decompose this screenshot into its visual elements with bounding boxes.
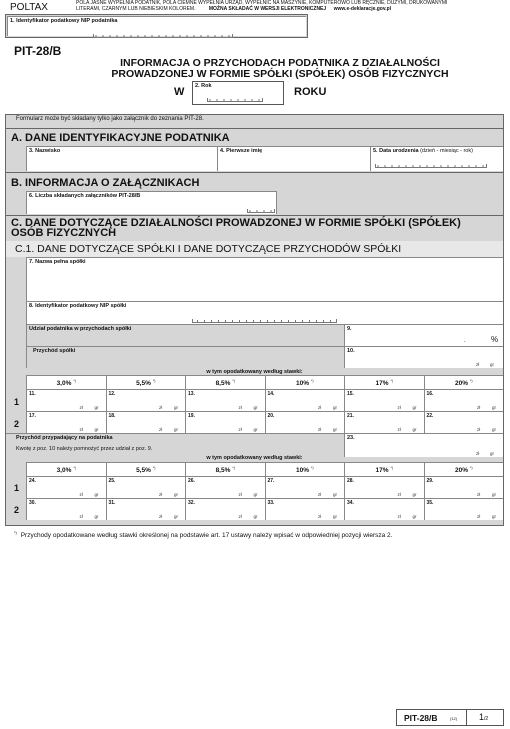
- field-number: 22.: [426, 413, 434, 419]
- gr-label: gr: [333, 405, 338, 410]
- brand-logo: POLTAX: [10, 2, 48, 13]
- footnote-mark: *): [14, 530, 17, 535]
- amount-field-row2b_nums-0[interactable]: [26, 498, 106, 520]
- zl-label: zł: [318, 405, 322, 410]
- rate-header-0: [26, 462, 106, 476]
- rate-header-2: [185, 462, 265, 476]
- field-number: 32.: [188, 500, 195, 506]
- field-number: 33.: [267, 500, 275, 506]
- w-label: W: [174, 86, 185, 98]
- rates-table-2: [26, 462, 503, 521]
- rate-headers-2: [26, 462, 503, 476]
- birthdate-label: [373, 148, 473, 154]
- gr-label: gr: [333, 514, 338, 519]
- amount-field-row2_nums-0[interactable]: [26, 411, 106, 433]
- field-number: 28.: [347, 478, 354, 484]
- section-a-title: A. DANE IDENTYFIKACYJNE PODATNIKA: [11, 132, 230, 144]
- instructions-bold: MOŻNA SKŁADAĆ W WERSJI ELEKTRONICZNEJ: [208, 5, 327, 12]
- zl-label: zł: [397, 427, 401, 432]
- revenue-gr: gr: [490, 362, 495, 367]
- zl-label: zł: [159, 514, 163, 519]
- zl-label: zł: [318, 514, 322, 519]
- amount-field-row1b_nums-3[interactable]: [265, 476, 345, 498]
- rate-note-mark: *): [232, 379, 235, 383]
- zl-label: zł: [159, 427, 163, 432]
- taxpayer-revenue-zl: zł: [476, 451, 480, 456]
- roku-label: ROKU: [294, 86, 327, 98]
- rate-header-3: [265, 462, 345, 476]
- gr-label: gr: [253, 427, 258, 432]
- field-number: 25.: [108, 478, 116, 484]
- section-b-header: [6, 172, 503, 190]
- form-title-line2: PROWADZONEJ W FORMIE SPÓŁKI (SPÓŁEK) OSÓB FIZYCZNYCH: [111, 68, 449, 80]
- field-number: 17.: [29, 413, 36, 419]
- gr-label: gr: [94, 514, 99, 519]
- instructions-line2: LITERAMI, CZARNYM LUB NIEBIESKIM KOLOREM.: [76, 5, 196, 12]
- section-b-title: B. INFORMACJA O ZAŁĄCZNIKACH: [11, 177, 200, 189]
- gr-label: gr: [412, 514, 417, 519]
- field-number: 15.: [347, 391, 354, 397]
- amount-field-row2b_nums-3[interactable]: [265, 498, 345, 520]
- rate-value: 10%: [295, 380, 309, 388]
- gr-label: gr: [174, 405, 179, 410]
- footnote-text: Przychody opodatkowane według stawki określonej na podstawie art. 17 ustawy należy wpisać w odpowiedniej pozycji wiersza 2.: [20, 532, 393, 540]
- instructions-line1: POLA JASNE WYPEŁNIA PODATNIK, POLA CIEMNE WYPEŁNIA URZĄD. WYPEŁNIĆ NA MASZYNIE, KOMPUTEROWO LUB RĘCZNIE, DUŻYMI, DRUKOWANYMI: [76, 0, 448, 6]
- field-number: 16.: [426, 391, 434, 397]
- footer-code: PIT-28/B: [404, 713, 438, 723]
- amount-field-row1b_nums-4[interactable]: [344, 476, 424, 498]
- birthdate-label-text: 5. Data urodzenia: [373, 148, 419, 154]
- field-number: 11.: [29, 391, 36, 397]
- zl-label: zł: [477, 405, 481, 410]
- rate-value: 10%: [295, 467, 309, 475]
- field-number: 35.: [426, 500, 434, 506]
- section-c-title: [11, 218, 461, 238]
- taxpayer-revenue-label: Przychód przypadający na podatnika: [16, 435, 113, 441]
- form-code: PIT-28/B: [14, 44, 62, 58]
- company-name-label: 7. Nazwa pełna spółki: [29, 259, 86, 265]
- surname-label: 3. Nazwisko: [29, 148, 61, 154]
- attachments-ticks: [247, 209, 275, 213]
- zl-label: zł: [159, 405, 163, 410]
- rate-note-mark: *): [232, 466, 235, 470]
- company-nip-field[interactable]: [26, 301, 503, 324]
- amount-field-row1b_nums-5[interactable]: [424, 476, 504, 498]
- zl-label: zł: [79, 427, 83, 432]
- row-1a-label: 1: [14, 397, 20, 407]
- field-number: 34.: [347, 500, 354, 506]
- zl-label: zł: [318, 427, 322, 432]
- amount-field-row1_nums-1[interactable]: [106, 389, 186, 411]
- amount-field-row1_nums-3[interactable]: [265, 389, 345, 411]
- company-nip-ticks: [192, 319, 337, 323]
- rate-header-5: [424, 462, 504, 476]
- revenue-label: Przychód spółki: [33, 348, 76, 354]
- amount-field-row2_nums-3[interactable]: [265, 411, 345, 433]
- amount-field-row1b_nums-0[interactable]: [26, 476, 106, 498]
- gr-label: gr: [333, 492, 338, 497]
- rate-note-mark: *): [390, 379, 394, 383]
- section-c-title-line1: C. DANE DOTYCZĄCE DZIAŁALNOŚCI PROWADZONEJ W FORMIE SPÓŁKI (SPÓŁEK): [11, 217, 461, 229]
- field-number: 19.: [188, 413, 195, 419]
- field-number: 14.: [267, 391, 275, 397]
- field-number: 21.: [347, 413, 354, 419]
- zl-label: zł: [477, 427, 481, 432]
- amount-field-row2b_nums-5[interactable]: [424, 498, 504, 520]
- amount-field-row1_nums-4[interactable]: [344, 389, 424, 411]
- share-field[interactable]: [344, 324, 503, 346]
- taxpayer-revenue-gr: gr: [490, 451, 495, 456]
- revenue-row-label: [26, 346, 344, 368]
- field-number: 12.: [108, 391, 116, 397]
- rate-value: 8,5%: [215, 380, 231, 388]
- attachments-count-label: 6. Liczba składanych załączników PIT-28/B: [29, 193, 141, 199]
- rate-note-mark: *): [73, 466, 76, 470]
- percent-sign: %: [491, 335, 499, 344]
- zl-label: zł: [397, 514, 401, 519]
- company-name-field[interactable]: [26, 257, 503, 301]
- gr-label: gr: [492, 427, 497, 432]
- rate-note-mark: *): [469, 466, 473, 470]
- birthdate-ticks: [375, 164, 487, 168]
- zl-label: zł: [159, 492, 163, 497]
- section-c-header: [6, 215, 503, 241]
- rok-field[interactable]: [192, 81, 284, 105]
- taxpayer-revenue-hint: Kwotę z poz. 10 należy pomnożyć przez udział z poz. 9.: [16, 446, 153, 452]
- instructions-url: www.e-deklaracje.gov.pl: [333, 5, 392, 12]
- footer-page-total: /2: [484, 716, 489, 722]
- amount-field-row2_nums-5[interactable]: [424, 411, 504, 433]
- amount-field-row2b_nums-2[interactable]: [185, 498, 265, 520]
- gr-label: gr: [94, 405, 99, 410]
- amount-field-row1_nums-5[interactable]: [424, 389, 504, 411]
- rok-ticks: [207, 98, 263, 102]
- first-name-field[interactable]: [218, 147, 371, 171]
- field-number: 26.: [188, 478, 195, 484]
- rate-value: 3,0%: [56, 467, 72, 475]
- section-c-title-line2: OSÓB FIZYCZNYCH: [11, 227, 117, 239]
- rate-value: 5,5%: [136, 467, 151, 475]
- rok-label: 2. Rok: [195, 83, 212, 89]
- surname-field[interactable]: [27, 147, 218, 171]
- rate-header-4: [344, 462, 424, 476]
- rate-header-1: [106, 462, 186, 476]
- zl-label: zł: [79, 492, 83, 497]
- zl-label: zł: [238, 405, 242, 410]
- form-note: Formularz może być składany tylko jako załącznik do zeznania PIT-28.: [16, 116, 204, 122]
- field-number: 18.: [108, 413, 116, 419]
- birthdate-field[interactable]: [371, 147, 504, 171]
- rate-header-1: [106, 375, 186, 389]
- amount-field-row2_nums-2[interactable]: [185, 411, 265, 433]
- taxpayer-revenue-num: 23.: [347, 435, 355, 441]
- instructions: [76, 1, 501, 12]
- row-1a: [26, 389, 503, 411]
- gr-label: gr: [174, 514, 179, 519]
- row-2a: [26, 411, 503, 433]
- field-number: 20.: [267, 413, 275, 419]
- field-number: 29.: [426, 478, 434, 484]
- row-2b: [26, 498, 503, 520]
- rate-value: 20%: [454, 380, 468, 388]
- gr-label: gr: [492, 492, 497, 497]
- c1-header: [6, 241, 503, 257]
- rate-note-mark: *): [390, 466, 394, 470]
- rates-header-2: w tym opodatkowany według stawki:: [206, 455, 303, 461]
- zl-label: zł: [397, 492, 401, 497]
- gr-label: gr: [253, 405, 258, 410]
- gr-label: gr: [94, 492, 99, 497]
- gr-label: gr: [412, 492, 417, 497]
- gr-label: gr: [492, 405, 497, 410]
- rate-value: 20%: [454, 467, 468, 475]
- rate-headers-1: [26, 375, 503, 389]
- rate-value: 8,5%: [215, 467, 231, 475]
- gr-label: gr: [492, 514, 497, 519]
- amount-field-row1b_nums-2[interactable]: [185, 476, 265, 498]
- share-num: 9.: [347, 326, 352, 332]
- rate-note-mark: *): [152, 466, 156, 470]
- gr-label: gr: [174, 492, 179, 497]
- rates-header-1: w tym opodatkowany według stawki:: [206, 369, 303, 375]
- zl-label: zł: [397, 405, 401, 410]
- rate-note-mark: *): [469, 379, 473, 383]
- share-row-label: [26, 324, 344, 346]
- field-number: 27.: [267, 478, 275, 484]
- footnote: [14, 530, 392, 539]
- row-1b: [26, 476, 503, 498]
- amount-field-row1_nums-2[interactable]: [185, 389, 265, 411]
- zl-label: zł: [238, 427, 242, 432]
- zl-label: zł: [318, 492, 322, 497]
- gr-label: gr: [174, 427, 179, 432]
- taxpayer-revenue-row: [6, 433, 344, 457]
- birthdate-hint: (dzień - miesiąc - rok): [420, 148, 473, 154]
- amount-field-row1_nums-0[interactable]: [26, 389, 106, 411]
- rate-header-4: [344, 375, 424, 389]
- section-a-fields: [26, 146, 503, 171]
- zl-label: zł: [238, 492, 242, 497]
- row-2a-label: 2: [14, 419, 20, 429]
- footer-page: [479, 712, 488, 722]
- nip-field[interactable]: [7, 16, 306, 36]
- rate-note-mark: *): [310, 379, 314, 383]
- taxpayer-revenue-field[interactable]: [344, 433, 503, 457]
- amount-field-row2_nums-1[interactable]: [106, 411, 186, 433]
- rate-value: 3,0%: [56, 380, 72, 388]
- rate-note-mark: *): [152, 379, 156, 383]
- form-title-line1: INFORMACJA O PRZYCHODACH PODATNIKA Z DZIAŁALNOŚCI: [120, 57, 440, 69]
- rate-value: 17%: [375, 467, 389, 475]
- nip-box: [5, 14, 308, 38]
- field-number: 13.: [188, 391, 195, 397]
- rate-header-3: [265, 375, 345, 389]
- amount-field-row2_nums-4[interactable]: [344, 411, 424, 433]
- rate-value: 17%: [375, 380, 389, 388]
- rate-header-5: [424, 375, 504, 389]
- row-2b-label: 2: [14, 505, 20, 515]
- gr-label: gr: [412, 427, 417, 432]
- rate-header-0: [26, 375, 106, 389]
- gr-label: gr: [94, 427, 99, 432]
- field-number: 31.: [108, 500, 116, 506]
- gr-label: gr: [333, 427, 338, 432]
- nip-label: 1. Identyfikator podatkowy NIP podatnika: [10, 18, 118, 24]
- amount-field-row2b_nums-1[interactable]: [106, 498, 186, 520]
- footer-page-num: 1: [479, 712, 485, 722]
- amount-field-row1b_nums-1[interactable]: [106, 476, 186, 498]
- revenue-zl: zł: [476, 362, 480, 367]
- rate-note-mark: *): [73, 379, 76, 383]
- amount-field-row2b_nums-4[interactable]: [344, 498, 424, 520]
- gr-label: gr: [253, 492, 258, 497]
- c1-title: C.1. DANE DOTYCZĄCE SPÓŁKI I DANE DOTYCZĄCE PRZYCHODÓW SPÓŁKI: [15, 243, 402, 255]
- rate-header-2: [185, 375, 265, 389]
- share-dot: .: [464, 338, 466, 344]
- field-number: 30.: [29, 500, 36, 506]
- field-number: 24.: [29, 478, 36, 484]
- footer-version: (12): [450, 716, 458, 721]
- zl-label: zł: [477, 514, 481, 519]
- zl-label: zł: [79, 514, 83, 519]
- rates-table-1: [26, 375, 503, 434]
- footer-box: [396, 709, 504, 726]
- zl-label: zł: [477, 492, 481, 497]
- share-label: Udział podatnika w przychodach spółki: [29, 326, 132, 332]
- revenue-num: 10.: [347, 348, 355, 354]
- company-nip-label: 8. Identyfikator podatkowy NIP spółki: [29, 303, 127, 309]
- nip-ticks: [93, 34, 233, 38]
- form-title: [60, 58, 500, 80]
- rate-note-mark: *): [310, 466, 314, 470]
- zl-label: zł: [79, 405, 83, 410]
- attachments-count-field[interactable]: [26, 191, 277, 214]
- revenue-field[interactable]: [344, 346, 503, 368]
- row-1b-label: 1: [14, 483, 20, 493]
- rate-value: 5,5%: [136, 380, 151, 388]
- gr-label: gr: [412, 405, 417, 410]
- zl-label: zł: [238, 514, 242, 519]
- first-name-label: 4. Pierwsze imię: [220, 148, 263, 154]
- gr-label: gr: [253, 514, 258, 519]
- section-a-header: [6, 128, 503, 146]
- footer-code-cell: [397, 710, 467, 725]
